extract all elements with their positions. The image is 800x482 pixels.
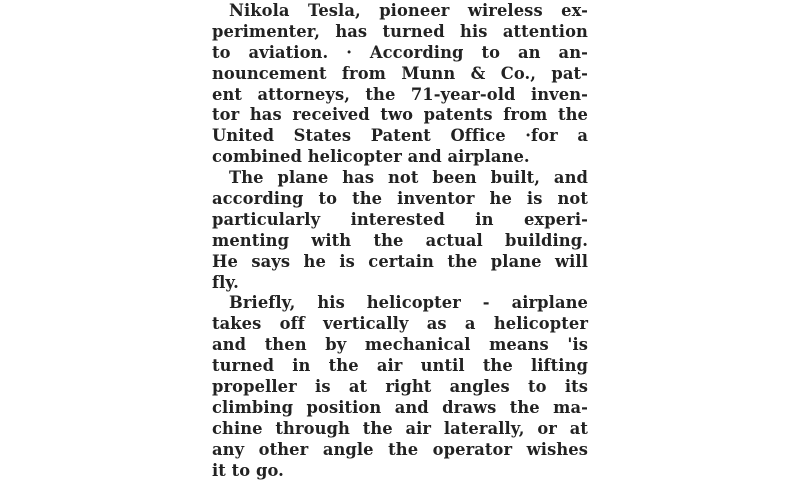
text-line: United States Patent Office ·for a: [212, 126, 588, 146]
text-line: climbing position and draws the ma-: [212, 397, 588, 417]
text-line: perimenter, has turned his attention: [212, 21, 588, 41]
text-line: fly.: [212, 272, 239, 292]
text-line: ent attorneys, the 71-year-old inven-: [212, 84, 588, 104]
text-line: any other angle the operator wishes: [212, 439, 588, 459]
text-line: Briefly, his helicopter - airplane: [229, 293, 588, 313]
text-line: it to go.: [212, 460, 284, 480]
text-line: to aviation. · According to an an-: [212, 42, 588, 62]
newspaper-clipping: [212, 1, 588, 481]
paragraph-2: [212, 168, 588, 293]
text-line: according to the inventor he is not: [212, 189, 588, 209]
paragraph-1: [212, 1, 588, 168]
text-line: nouncement from Munn & Co., pat-: [212, 63, 588, 83]
text-line: chine through the air laterally, or at: [212, 418, 588, 438]
text-line: turned in the air until the lifting: [212, 356, 588, 376]
text-line: propeller is at right angles to its: [212, 377, 588, 397]
paragraph-3: [212, 293, 588, 481]
text-line: menting with the actual building.: [212, 230, 588, 250]
text-line: particularly interested in experi-: [212, 209, 588, 229]
text-line: The plane has not been built, and: [229, 168, 588, 188]
text-line: combined helicopter and airplane.: [212, 147, 530, 167]
text-line: Nikola Tesla, pioneer wireless ex-: [229, 1, 588, 20]
text-line: and then by mechanical means 'is: [212, 335, 588, 355]
text-line: takes off vertically as a helicopter: [212, 314, 588, 334]
text-line: He says he is certain the plane will: [212, 251, 588, 271]
text-line: tor has received two patents from the: [212, 105, 588, 125]
